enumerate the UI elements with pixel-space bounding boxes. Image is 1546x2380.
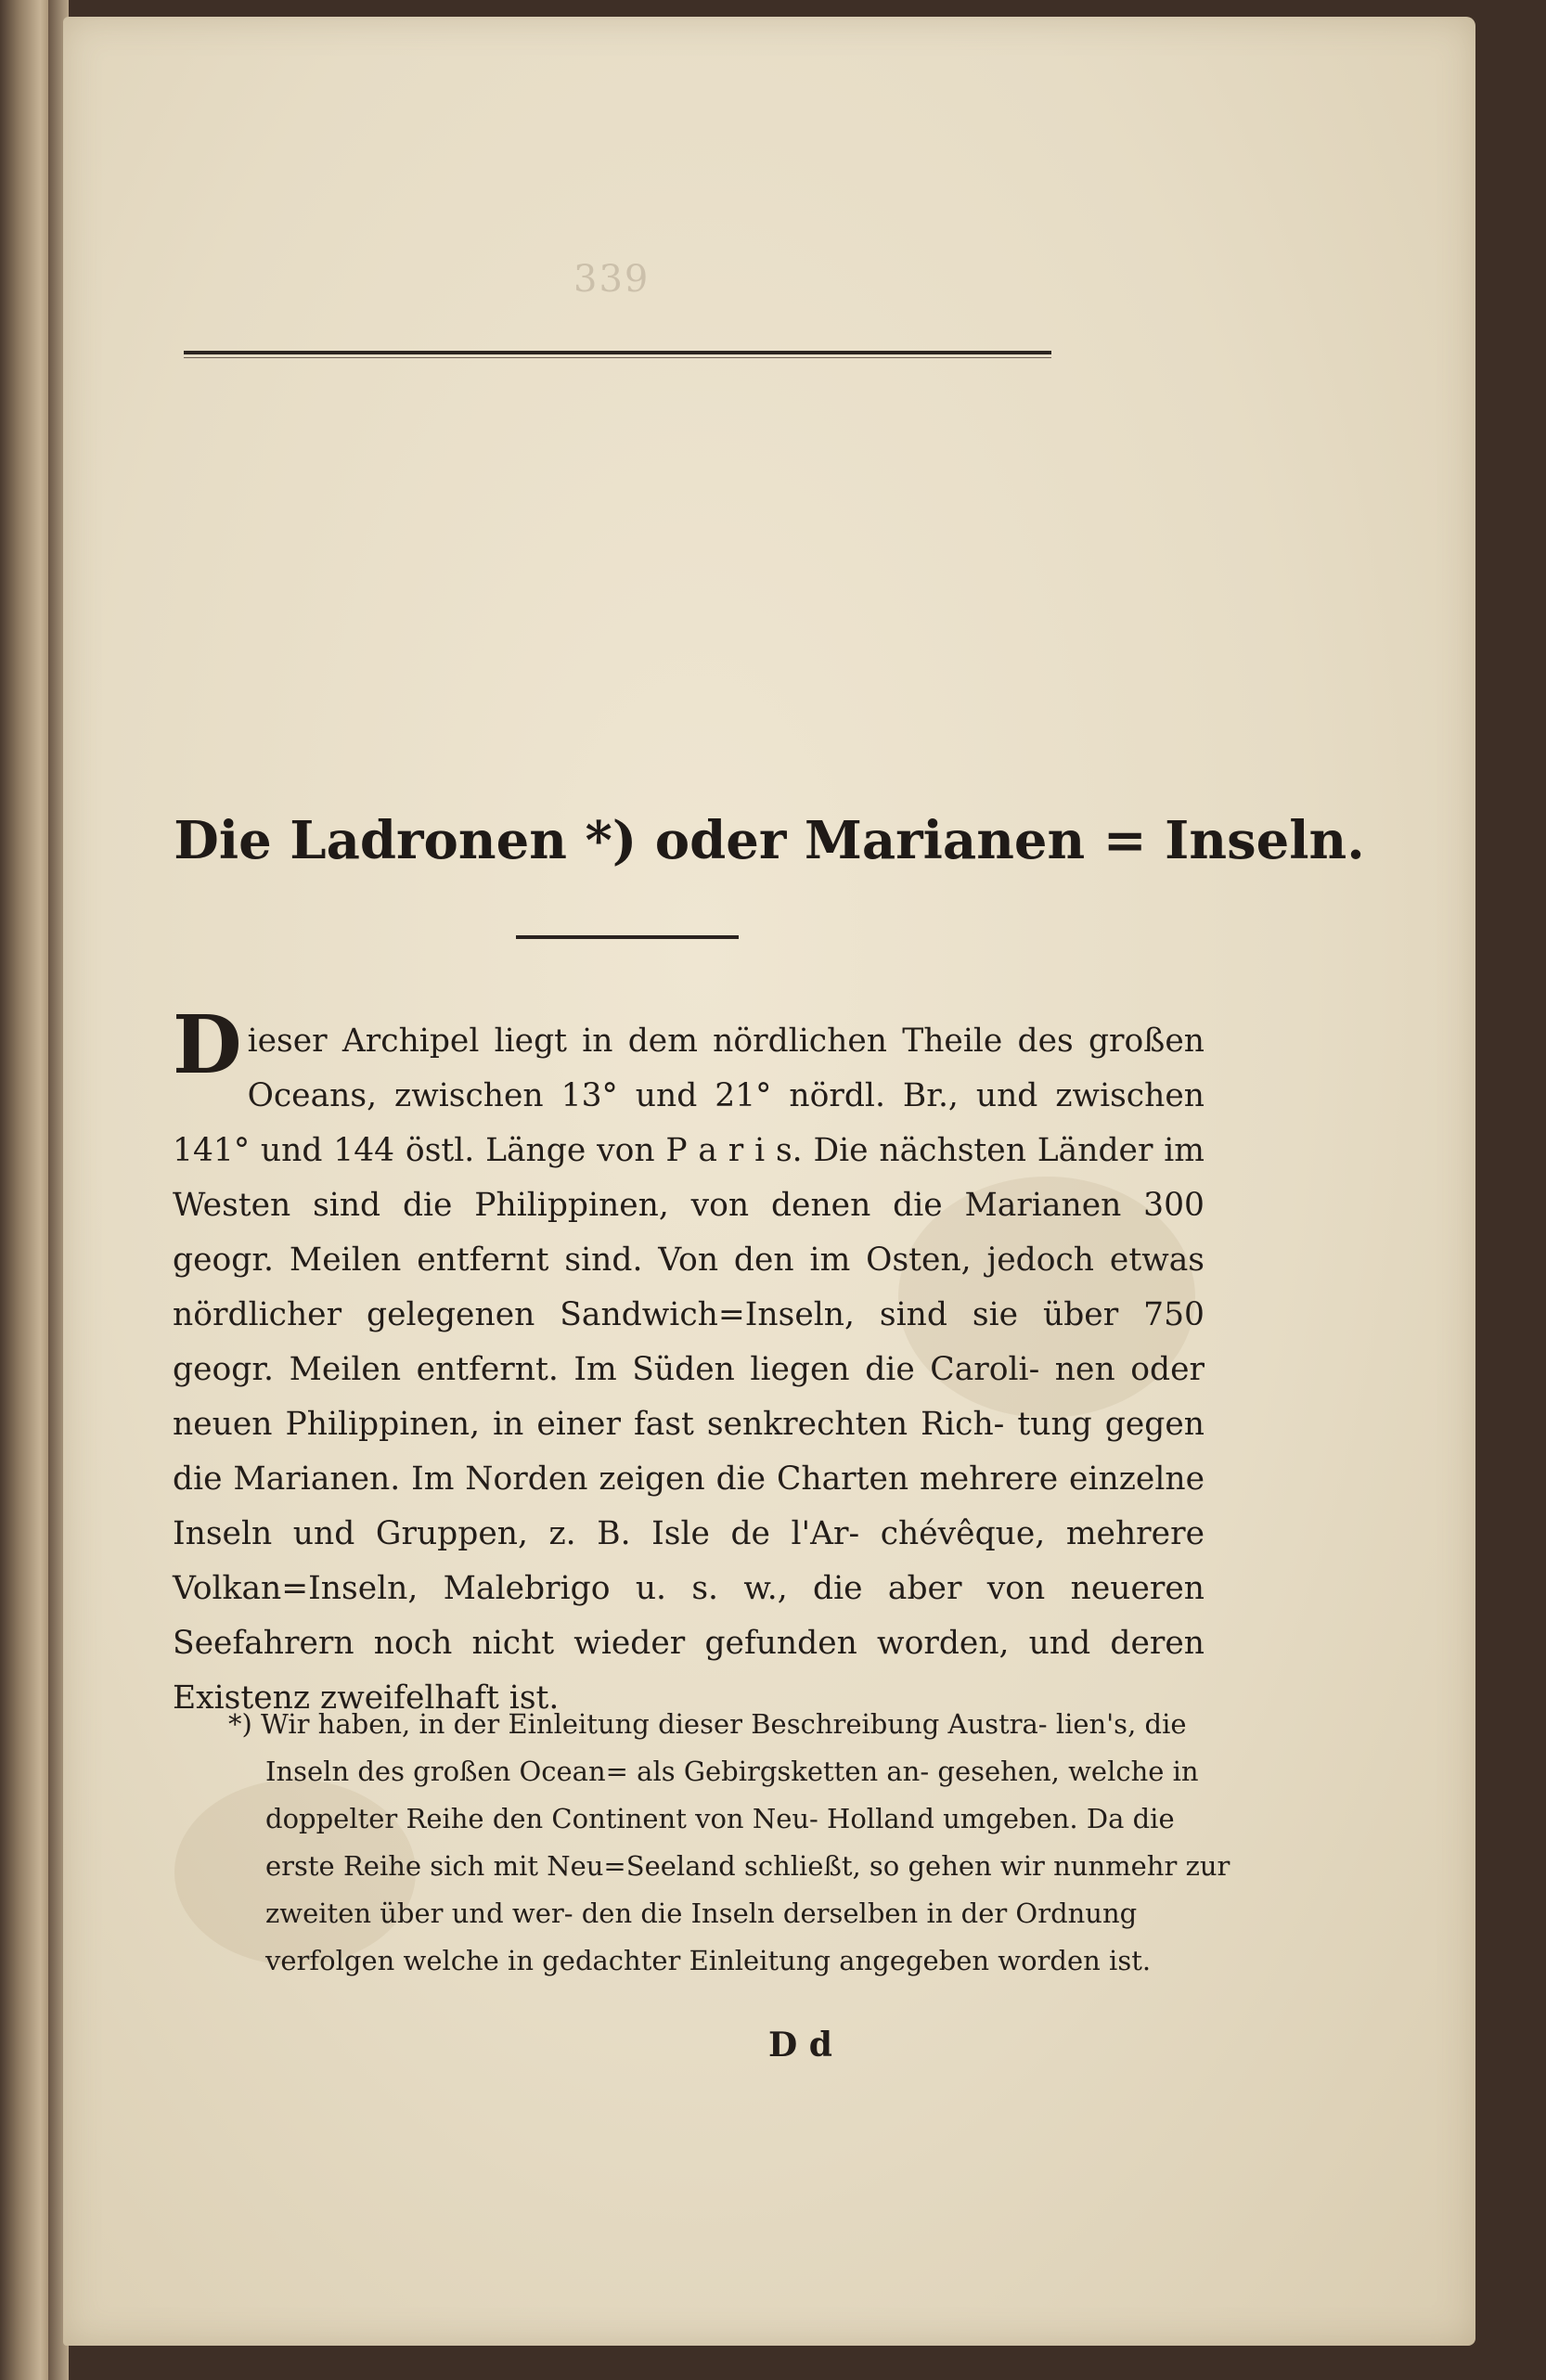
drop-cap: D [173, 998, 242, 1092]
header-rule [184, 351, 1051, 354]
body-text: ieser Archipel liegt in dem nördlichen Theile des großen Oceans, zwischen 13° und 21° nördl. Br., und zwischen 141° und 144 östl. Länge von P a r i s. Die nächsten Länder im Westen sind die Philippinen, von denen die Marianen 300 geogr. Meilen entfernt sind. Von den im Osten, jedoch etwas nördlicher gelegenen Sandwich=Inseln, sind sie über 750 geogr. Meilen entfernt. Im Süden liegen die Caroli- nen oder neuen Philippinen, in einer fast senkrechten Rich- tung gegen die Marianen. Im Norden zeigen die Charten mehrere einzelne Inseln und Gruppen, z. B. Isle de l'Ar- chévêque, mehrere Volkan=Inseln, Malebrigo u. s. w., die aber von neueren Seefahrern noch nicht wieder gefunden worden, und deren Existenz zweifelhaft ist. [173, 1023, 1205, 1717]
body-paragraph [173, 998, 1205, 1726]
title-rule [516, 935, 739, 939]
signature-mark: D d [768, 2026, 832, 2065]
page [63, 17, 1475, 2346]
chapter-title: Die Ladronen *) oder Marianen = Inseln. [174, 810, 1365, 871]
facing-page-edge [0, 0, 54, 2380]
footnote: *) Wir haben, in der Einleitung dieser Beschreibung Austra- lien's, die Inseln des großen Ocean= als Gebirgsketten an- gesehen, welche in doppelter Reihe den Continent von Neu- Holland umgeben. Da die erste Reihe sich mit Neu=Seeland schließt, so gehen wir nunmehr zur zweiten über und wer- den die Inseln derselben in der Ordnung verfolgen welche in gedachter Einleitung angegeben worden ist. [228, 1708, 1230, 1976]
show-through-running-head: 339 [573, 258, 651, 301]
